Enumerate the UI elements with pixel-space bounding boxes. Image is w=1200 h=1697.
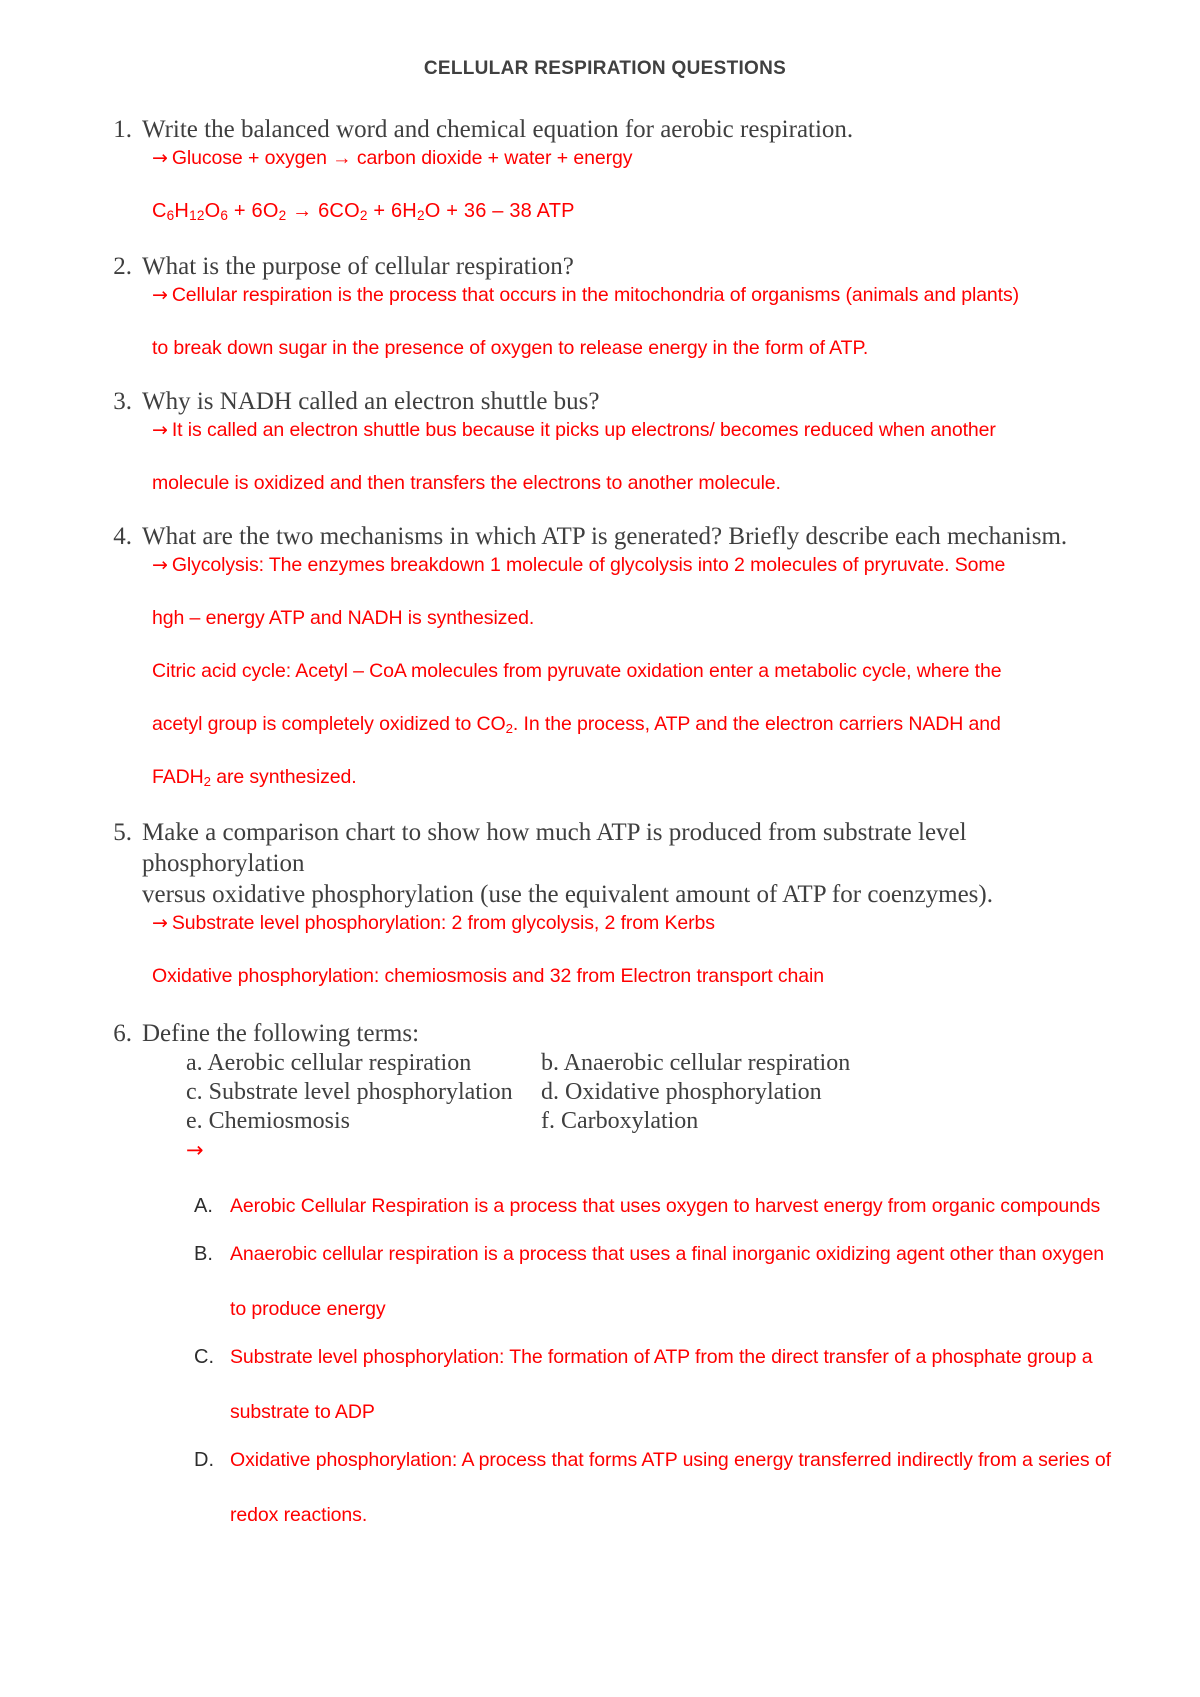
- eq-part: + 6O: [228, 200, 279, 222]
- eq-sub: 2: [416, 207, 425, 223]
- question-number-4: 4.: [113, 523, 132, 550]
- question-number-6: 6.: [113, 1020, 132, 1047]
- question-number-3: 3.: [113, 388, 132, 415]
- question-prompt-6: Define the following terms:: [142, 1020, 420, 1047]
- eq-part: O + 36 – 38 ATP: [424, 200, 575, 222]
- answer-3-text-1: It is called an electron shuttle bus because it picks up electrons/ becomes reduced when another: [171, 419, 996, 441]
- lettered-answer-a: [142, 1194, 1120, 1218]
- eq-sub: 2: [278, 207, 287, 223]
- arrow-icon: →: [152, 284, 168, 306]
- answer-4-line-3: Citric acid cycle: Acetyl – CoA molecules from pyruvate oxidation enter a metabolic cycle, where the: [152, 660, 1002, 682]
- answer-1-text-1: Glucose + oxygen → carbon dioxide + water + energy: [171, 147, 633, 169]
- eq-part: H: [174, 200, 190, 222]
- answer-5-line-1: [142, 912, 1120, 935]
- term-definition-list: [142, 1049, 1120, 1136]
- eq-part: → 6CO: [286, 200, 360, 222]
- answer-4-line-2: hgh – energy ATP and NADH is synthesized.: [152, 607, 535, 629]
- question-block-5: [80, 817, 1120, 988]
- answer-5-text-1: Substrate level phosphorylation: 2 from glycolysis, 2 from Kerbs: [171, 912, 715, 934]
- lettered-answer-mark: A.: [194, 1195, 213, 1217]
- lettered-answer-b: [142, 1242, 1120, 1321]
- question-prompt-4: What are the two mechanisms in which ATP is generated? Briefly describe each mechanism.: [142, 523, 1068, 550]
- question-block-1: [80, 114, 1120, 223]
- answer-5-line-2: Oxidative phosphorylation: chemiosmosis and 32 from Electron transport chain: [152, 965, 824, 987]
- answer-4-line-4-post: . In the process, ATP and the electron carriers NADH and: [512, 713, 1001, 735]
- question-number-5: 5.: [113, 819, 132, 846]
- answer-4-line-4-pre: acetyl group is completely oxidized to CO: [152, 713, 506, 735]
- arrow-icon: →: [152, 147, 168, 169]
- answer-4-line-4: [142, 713, 1120, 736]
- chemical-equation-1: [142, 200, 1120, 223]
- lettered-answer-c-line-2: substrate to ADP: [230, 1401, 375, 1423]
- answer-4-line-5: [142, 766, 1120, 789]
- answer-1-line-1: [142, 147, 1120, 170]
- term-b: b. Anaerobic cellular respiration: [541, 1050, 851, 1076]
- lettered-answer-mark: C.: [194, 1346, 214, 1368]
- question-block-4: [80, 521, 1120, 789]
- answer-3-line-1: [142, 419, 1120, 442]
- answer-4-text-1: Glycolysis: The enzymes breakdown 1 molecule of glycolysis into 2 molecules of pryruvate. Some: [171, 554, 1006, 576]
- arrow-icon: →: [152, 419, 168, 441]
- answer-3-line-2: molecule is oxidized and then transfers the electrons to another molecule.: [152, 472, 781, 494]
- eq-part: C: [152, 200, 167, 222]
- lettered-answer-d-line-1: Oxidative phosphorylation: A process that forms ATP using energy transferred indirectly from a series of: [230, 1449, 1111, 1471]
- eq-part: O: [204, 200, 221, 222]
- answer-2-text-1: Cellular respiration is the process that occurs in the mitochondria of organisms (animals and plants): [171, 284, 1020, 306]
- arrow-icon: →: [186, 1138, 204, 1162]
- term-d: d. Oxidative phosphorylation: [541, 1079, 822, 1105]
- lettered-answer-list: [142, 1194, 1120, 1527]
- lettered-answer-c-line-1: Substrate level phosphorylation: The formation of ATP from the direct transfer of a phosphate group a: [230, 1346, 1093, 1368]
- lettered-answer-c: [142, 1345, 1120, 1424]
- page-title: CELLULAR RESPIRATION QUESTIONS: [423, 58, 787, 79]
- eq-sub: 12: [189, 207, 205, 223]
- answer-4-line-5-post: are synthesized.: [210, 766, 357, 788]
- answer-4-line-1: [142, 554, 1120, 577]
- question-prompt-3: Why is NADH called an electron shuttle bus?: [142, 388, 600, 415]
- question-prompt-5-line-2: versus oxidative phosphorylation (use the equivalent amount of ATP for coenzymes).: [142, 881, 993, 908]
- question-block-2: [80, 251, 1120, 360]
- arrow-icon: →: [152, 554, 168, 576]
- answer-4-line-5-pre: FADH: [152, 766, 204, 788]
- lettered-answer-a-line-1: Aerobic Cellular Respiration is a process that uses oxygen to harvest energy from organic compounds: [230, 1195, 1101, 1217]
- lettered-answer-b-line-1: Anaerobic cellular respiration is a process that uses a final inorganic oxidizing agent other than oxygen: [230, 1243, 1105, 1265]
- lettered-answer-d-line-2: redox reactions.: [230, 1504, 368, 1526]
- question-number-1: 1.: [113, 116, 132, 143]
- term-a: a. Aerobic cellular respiration: [186, 1050, 472, 1076]
- eq-sub: 2: [359, 207, 368, 223]
- lettered-answer-b-line-2: to produce energy: [230, 1298, 386, 1320]
- arrow-icon: →: [152, 912, 168, 934]
- eq-sub: 6: [220, 207, 229, 223]
- answer-2-line-2: to break down sugar in the presence of oxygen to release energy in the form of ATP.: [152, 337, 869, 359]
- term-row: [186, 1049, 1120, 1078]
- question-block-6: [80, 1018, 1120, 1527]
- lettered-answer-mark: D.: [194, 1449, 214, 1471]
- term-row: [186, 1078, 1120, 1107]
- term-e: e. Chemiosmosis: [186, 1108, 351, 1134]
- question-number-2: 2.: [113, 253, 132, 280]
- question-prompt-2: What is the purpose of cellular respiration?: [142, 253, 574, 280]
- term-row: [186, 1107, 1120, 1136]
- term-c: c. Substrate level phosphorylation: [186, 1079, 513, 1105]
- eq-part: + 6H: [367, 200, 417, 222]
- question-block-3: [80, 386, 1120, 495]
- answer-4-line-5-sub: 2: [203, 773, 211, 789]
- answer-2-line-1: [142, 284, 1120, 307]
- lettered-answer-mark: B.: [194, 1243, 213, 1265]
- question-prompt-5-line-1: Make a comparison chart to show how much ATP is produced from substrate level phosphorylation: [142, 819, 967, 877]
- question-prompt-1: Write the balanced word and chemical equation for aerobic respiration.: [142, 116, 854, 143]
- eq-sub: 6: [166, 207, 175, 223]
- term-f: f. Carboxylation: [541, 1108, 699, 1134]
- lettered-answer-d: [142, 1448, 1120, 1527]
- answer-4-line-4-sub: 2: [505, 720, 513, 736]
